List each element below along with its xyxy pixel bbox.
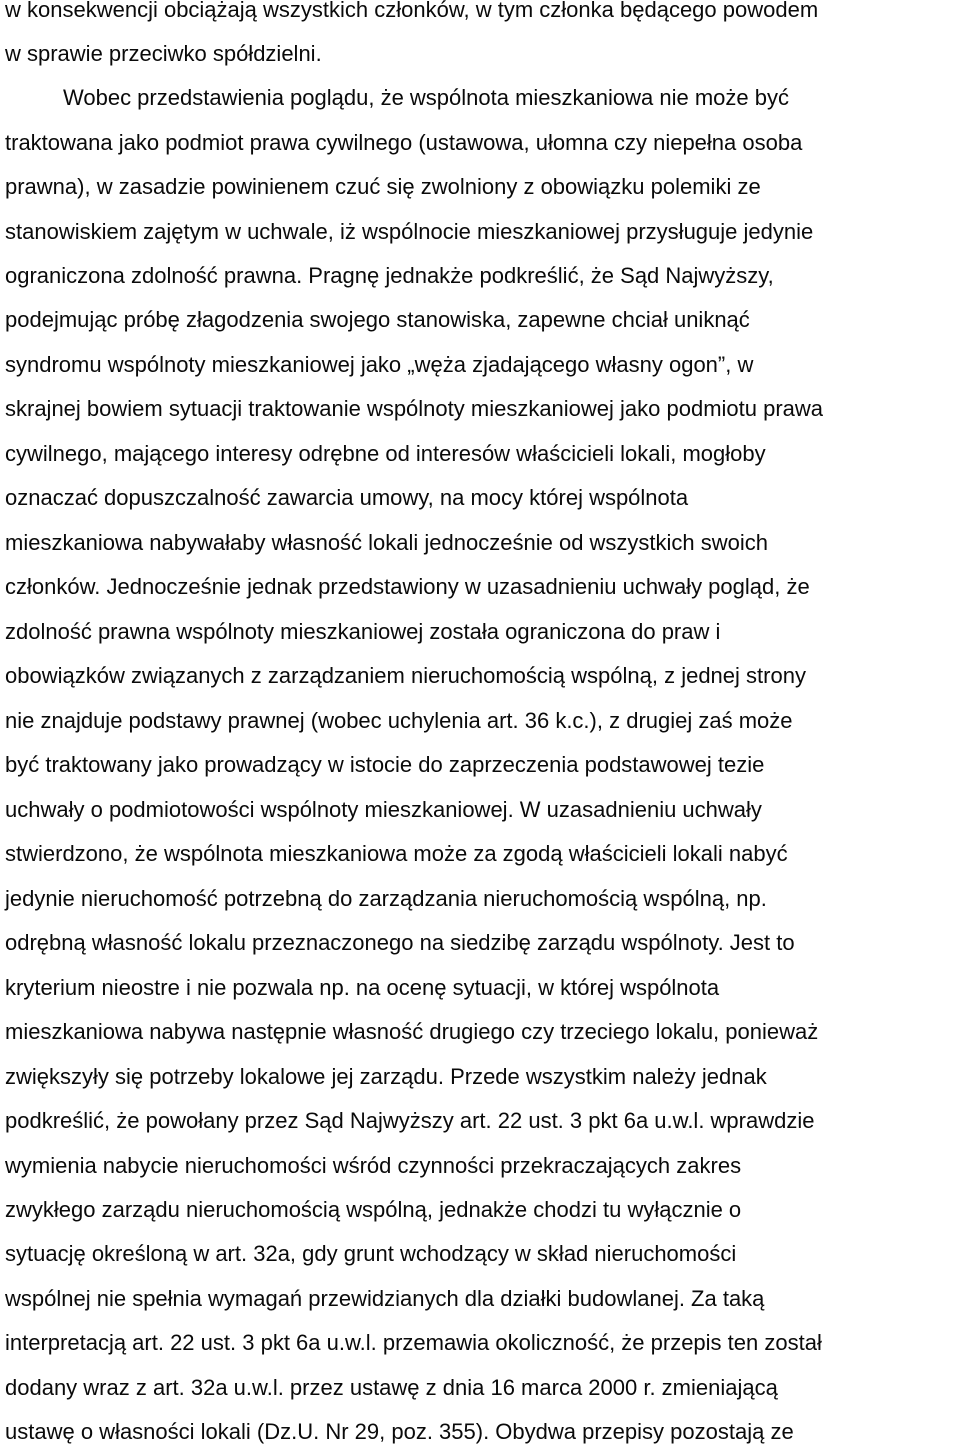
- text-line: interpretacją art. 22 ust. 3 pkt 6a u.w.l. przemawia okoliczność, że przepis ten został: [5, 1330, 822, 1355]
- text-line: wymienia nabycie nieruchomości wśród czynności przekraczających zakres: [5, 1153, 742, 1178]
- text-line: skrajnej bowiem sytuacji traktowanie wspólnoty mieszkaniowej jako podmiotu prawa: [5, 396, 824, 421]
- text-line: cywilnego, mającego interesy odrębne od interesów właścicieli lokali, mogłoby: [5, 441, 766, 466]
- text-line: stwierdzono, że wspólnota mieszkaniowa może za zgodą właścicieli lokali nabyć: [5, 841, 788, 866]
- text-line: zwiększyły się potrzeby lokalowe jej zarządu. Przede wszystkim należy jednak: [5, 1064, 767, 1089]
- text-line: wspólnej nie spełnia wymagań przewidzianych dla działki budowlanej. Za taką: [5, 1286, 765, 1311]
- text-line: ograniczona zdolność prawna. Pragnę jednakże podkreślić, że Sąd Najwyższy,: [5, 263, 774, 288]
- text-line: mieszkaniowa nabywa następnie własność drugiego czy trzeciego lokalu, ponieważ: [5, 1019, 819, 1044]
- text-line: prawna), w zasadzie powinienem czuć się zwolniony z obowiązku polemiki ze: [5, 174, 761, 199]
- text-line: być traktowany jako prowadzący w istocie do zaprzeczenia podstawowej tezie: [5, 752, 765, 777]
- text-line: zdolność prawna wspólnoty mieszkaniowej została ograniczona do praw i: [5, 619, 721, 644]
- text-line: odrębną własność lokalu przeznaczonego na siedzibę zarządu wspólnoty. Jest to: [5, 930, 795, 955]
- text-line: podejmując próbę złagodzenia swojego stanowiska, zapewne chciał uniknąć: [5, 307, 750, 332]
- text-line: traktowana jako podmiot prawa cywilnego (ustawowa, ułomna czy niepełna osoba: [5, 130, 803, 155]
- text-line: kryterium nieostre i nie pozwala np. na ocenę sytuacji, w której wspólnota: [5, 975, 720, 1000]
- text-line: stanowiskiem zajętym w uchwale, iż wspólnocie mieszkaniowej przysługuje jedynie: [5, 219, 814, 244]
- text-line: oznaczać dopuszczalność zawarcia umowy, na mocy której wspólnota: [5, 485, 689, 510]
- text-line: zwykłego zarządu nieruchomością wspólną, jednakże chodzi tu wyłącznie o: [5, 1197, 742, 1222]
- text-line: Wobec przedstawienia poglądu, że wspólnota mieszkaniowa nie może być: [63, 85, 789, 110]
- text-line: obowiązków związanych z zarządzaniem nieruchomością wspólną, z jednej strony: [5, 663, 806, 688]
- text-line: członków. Jednocześnie jednak przedstawiony w uzasadnieniu uchwały pogląd, że: [5, 574, 810, 599]
- text-line: podkreślić, że powołany przez Sąd Najwyższy art. 22 ust. 3 pkt 6a u.w.l. wprawdzie: [5, 1108, 815, 1133]
- text-line: uchwały o podmiotowości wspólnoty mieszkaniowej. W uzasadnieniu uchwały: [5, 797, 762, 822]
- text-line: w sprawie przeciwko spółdzielni.: [5, 41, 322, 66]
- text-line: mieszkaniowa nabywałaby własność lokali jednocześnie od wszystkich swoich: [5, 530, 769, 555]
- text-line: ustawę o własności lokali (Dz.U. Nr 29, poz. 355). Obydwa przepisy pozostają ze: [5, 1419, 794, 1444]
- text-line: sytuację określoną w art. 32a, gdy grunt wchodzący w skład nieruchomości: [5, 1241, 737, 1266]
- text-line: dodany wraz z art. 32a u.w.l. przez ustawę z dnia 16 marca 2000 r. zmieniającą: [5, 1375, 778, 1400]
- text-line: nie znajduje podstawy prawnej (wobec uchylenia art. 36 k.c.), z drugiej zaś może: [5, 708, 793, 733]
- text-line: w konsekwencji obciążają wszystkich członków, w tym członka będącego powodem: [5, 0, 819, 22]
- text-line: jedynie nieruchomość potrzebną do zarządzania nieruchomością wspólną, np.: [5, 886, 767, 911]
- text-line: syndromu wspólnoty mieszkaniowej jako „węża zjadającego własny ogon”, w: [5, 352, 754, 377]
